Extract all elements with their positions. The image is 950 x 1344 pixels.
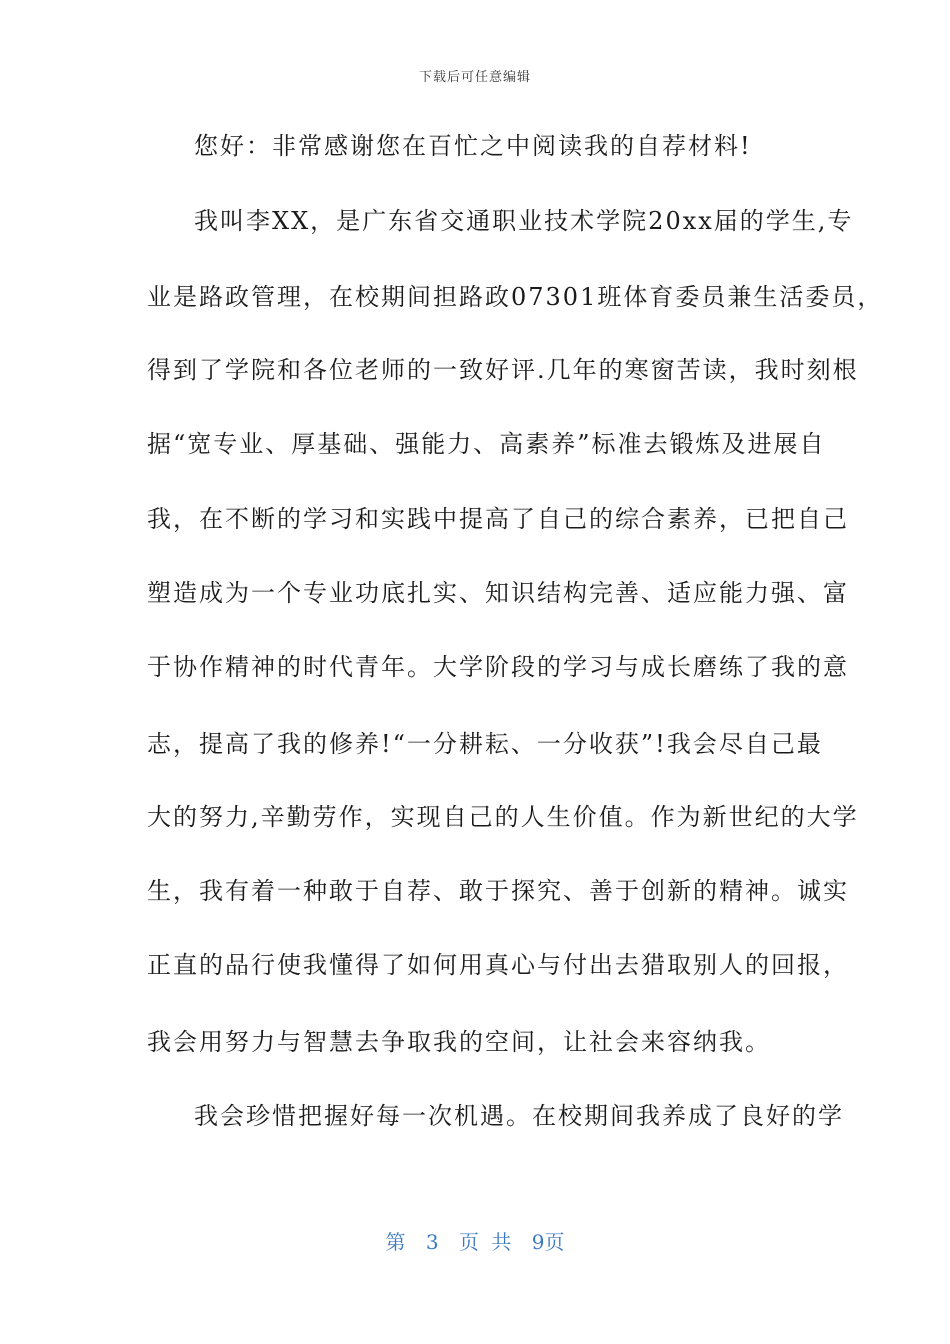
text-line: 我，在不断的学习和实践中提高了自己的综合素养，已把自己 xyxy=(147,505,849,533)
text-line: 生，我有着一种敢于自荐、敢于探究、善于创新的精神。诚实 xyxy=(147,877,849,905)
page-number: 3 xyxy=(425,1230,439,1254)
text-line: 得到了学院和各位老师的一致好评.几年的寒窗苦读，我时刻根 xyxy=(147,356,859,384)
text-line: 我会用努力与智慧去争取我的空间，让社会来容纳我。 xyxy=(147,1028,771,1056)
text-line: 业是路政管理，在校期间担路政07301班体育委员兼生活委员， xyxy=(147,283,884,311)
page-mid: 页 共 xyxy=(459,1230,512,1254)
text-line: 塑造成为一个专业功底扎实、知识结构完善、适应能力强、富 xyxy=(147,579,849,607)
page-footer xyxy=(0,1226,950,1255)
text-line: 大的努力,辛勤劳作，实现自己的人生价值。作为新世纪的大学 xyxy=(147,803,859,831)
download-note: 下载后可任意编辑 xyxy=(418,70,531,85)
text-line: 于协作精神的时代青年。大学阶段的学习与成长磨练了我的意 xyxy=(147,653,849,681)
text-line: 我叫李XX，是广东省交通职业技术学院20xx届的学生,专 xyxy=(194,207,854,235)
text-line: 正直的品行使我懂得了如何用真心与付出去猎取别人的回报， xyxy=(147,951,849,979)
text-line: 志，提高了我的修养!“一分耕耘、一分收获”!我会尽自己最 xyxy=(147,730,823,758)
text-line: 您好：非常感谢您在百忙之中阅读我的自荐材料! xyxy=(194,132,752,160)
total-pages: 9页 xyxy=(531,1230,565,1254)
text-line: 我会珍惜把握好每一次机遇。在校期间我养成了良好的学 xyxy=(194,1102,844,1130)
page-prefix: 第 xyxy=(385,1230,406,1254)
text-line: 据“宽专业、厚基础、强能力、高素养”标准去锻炼及进展自 xyxy=(147,430,826,458)
